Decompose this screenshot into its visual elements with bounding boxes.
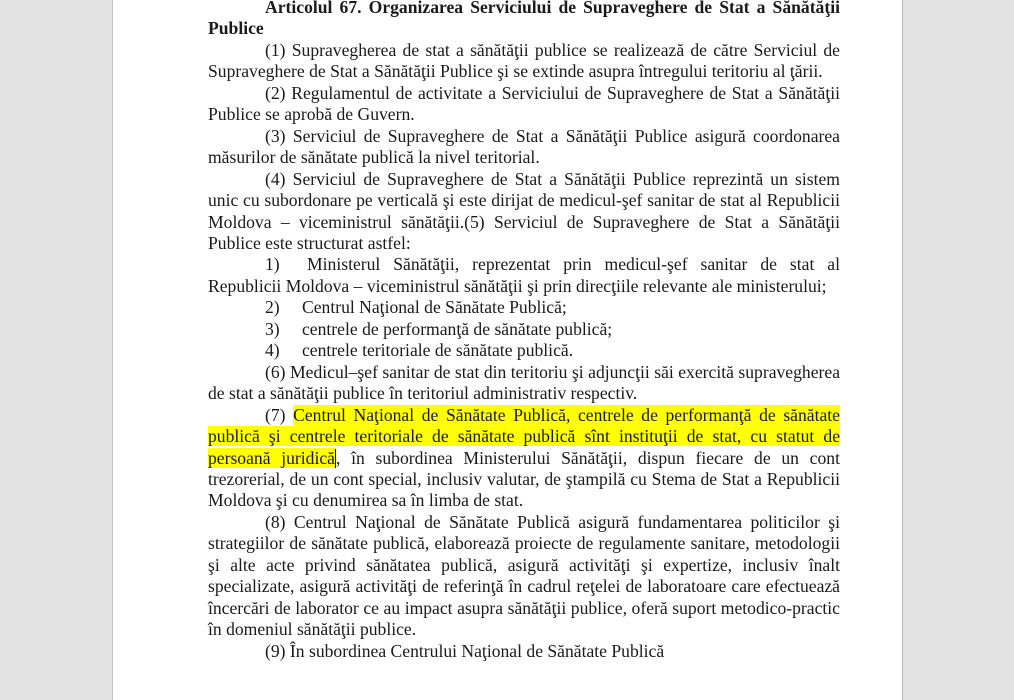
paragraph-7-number: (7) (265, 404, 294, 425)
paragraph-6: (6) Medicul–şef sanitar de stat din teritoriu şi adjuncţii săi exercită supravegherea de stat a sănătăţii publice în teritoriul administrativ respectiv. (208, 361, 840, 404)
list-text: Centrul Naţional de Sănătate Publică; (302, 297, 567, 318)
list-item-2 (208, 297, 840, 318)
list-number: 1) (265, 254, 280, 275)
document-body[interactable] (208, 0, 840, 662)
paragraph-9-partial: (9) În subordinea Centrului Naţional de Sănătate Publică (265, 640, 665, 661)
list-item-3 (208, 319, 840, 340)
paragraph-1: (1) Supravegherea de stat a sănătăţii publice se realizează de către Serviciul de Supraveghere de Stat a Sănătăţii Publice şi se extinde asupra întregului teritoriu al ţării. (208, 39, 840, 82)
list-item-4 (208, 340, 840, 361)
paragraph-7-rest: , în subordinea Ministerului Sănătăţii, dispun fiecare de un cont trezorerial, de un cont special, inclusiv valutar, de ştampilă cu Stema de Stat a Republicii Moldova şi cu denumirea sa în limba de stat. (208, 447, 840, 511)
list-text: centrele teritoriale de sănătate publică. (302, 340, 574, 361)
paragraph-3: (3) Serviciul de Supraveghere de Stat a Sănătăţii Publice asigură coordonarea măsurilor de sănătate publică la nivel teritorial. (208, 125, 840, 168)
paragraph-8: (8) Centrul Naţional de Sănătate Publică asigură fundamentarea politicilor şi strategiilor de sănătate publică, elaborează proiecte de regulamente sanitare, metodologii şi alte acte privind sănătatea publică, asigură activităţi şi expertize, inclusiv înalt specializate, asigură activităţi de referinţă în cadrul reţelei de laboratoare care efectuează încercări de laborator ce au impact asupra sănătăţii publice, oferă suport metodico-practic în domeniul sănătăţii publice. (208, 511, 840, 640)
list-number: 3) (265, 318, 280, 339)
list-item-1 (208, 254, 840, 297)
paragraph-7 (208, 405, 840, 512)
list-text: centrele de performanţă de sănătate publică; (302, 318, 613, 339)
paragraph-4-5: (4) Serviciul de Supraveghere de Stat a Sănătăţii Publice reprezintă un sistem unic cu subordonare pe verticală şi este dirijat de medicul-şef sanitar de stat al Republicii Moldova – viceministrul sănătăţii.(5) Serviciul de Supraveghere de Stat a Sănătăţii Publice este structurat astfel: (208, 168, 840, 253)
article-heading: Articolul 67. Organizarea Serviciului de Supraveghere de Stat a Sănătăţii Publice (208, 0, 840, 39)
list-text: Ministerul Sănătăţii, reprezentat prin medicul-şef sanitar de stat al Republicii Moldova – viceministrul sănătăţii şi prin direcţiile relevante ale ministerului; (208, 254, 840, 296)
paragraph-2: (2) Regulamentul de activitate a Serviciului de Supraveghere de Stat a Sănătăţii Publice se aprobă de Guvern. (208, 82, 840, 125)
highlighted-text-selection[interactable]: Centrul Naţional de Sănătate Publică, centrele de performanţă de sănătate publică şi centrele teritoriale de sănătate publică sînt instituţii de stat, cu statut de persoană juridică (208, 404, 840, 468)
document-page[interactable] (112, 0, 903, 700)
list-number: 2) (265, 297, 280, 318)
list-number: 4) (265, 340, 280, 361)
